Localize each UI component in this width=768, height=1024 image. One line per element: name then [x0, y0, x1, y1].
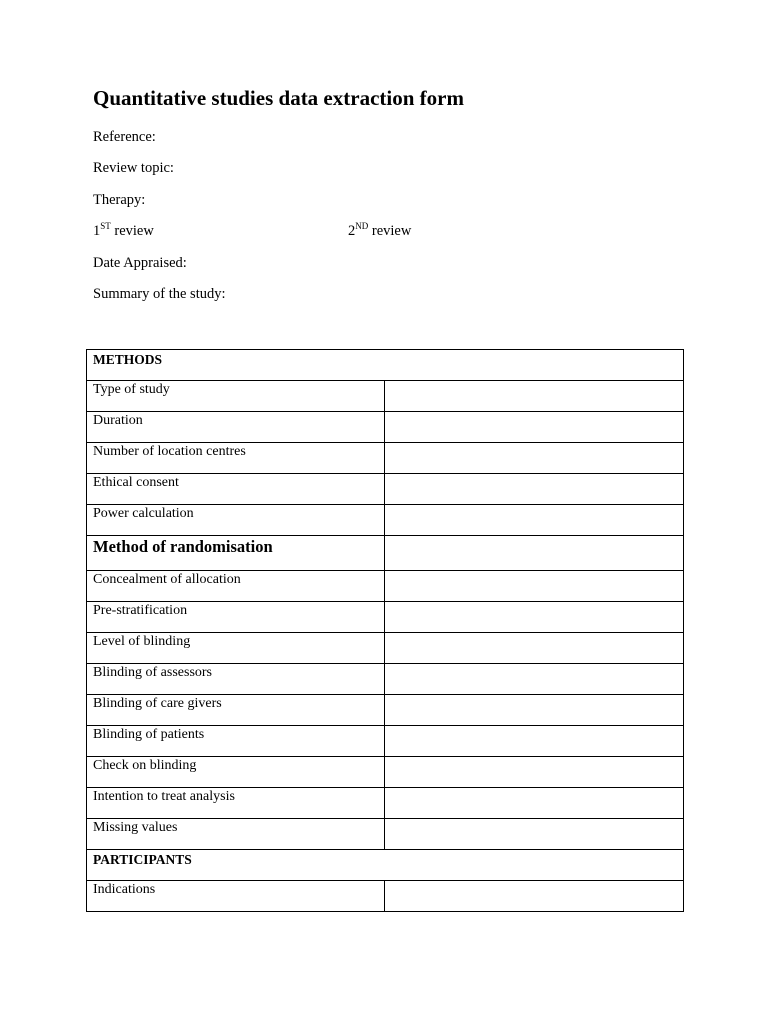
row-label: Type of study: [93, 382, 170, 397]
row-label: Blinding of assessors: [93, 665, 212, 680]
table-row: [87, 602, 684, 633]
entry-cell-check-on-blinding[interactable]: [385, 757, 684, 788]
entry-cell-pre-stratification[interactable]: [385, 602, 684, 633]
row-label: Check on blinding: [93, 758, 197, 773]
row-label: Blinding of care givers: [93, 696, 222, 711]
row-label: Missing values: [93, 820, 178, 835]
table-row: [87, 726, 684, 757]
methods-section-row: [87, 350, 684, 381]
table-row: [87, 381, 684, 412]
entry-cell-duration[interactable]: [385, 412, 684, 443]
table-row: [87, 757, 684, 788]
second-review-text: review: [368, 223, 412, 239]
row-label-cell: [87, 819, 385, 850]
row-label: Power calculation: [93, 506, 194, 521]
row-label-cell: [87, 443, 385, 474]
row-label-cell: [87, 505, 385, 536]
entry-cell-blinding-assessors[interactable]: [385, 664, 684, 695]
row-label: Concealment of allocation: [93, 572, 241, 587]
entry-cell-location-centres[interactable]: [385, 443, 684, 474]
table-row: [87, 695, 684, 726]
table-row: [87, 819, 684, 850]
review-topic-label: Review topic:: [93, 160, 174, 176]
row-label-cell: [87, 571, 385, 602]
entry-cell-randomisation[interactable]: [385, 536, 684, 571]
table-row: [87, 633, 684, 664]
entry-cell-blinding-care-givers[interactable]: [385, 695, 684, 726]
first-review-number: 1: [93, 223, 101, 239]
first-review-ordinal: ST: [100, 221, 111, 231]
page-title: Quantitative studies data extraction form: [93, 86, 464, 110]
row-label: Indications: [93, 882, 156, 897]
row-label-cell: [87, 412, 385, 443]
table-row: [87, 443, 684, 474]
row-label-cell: [87, 881, 385, 912]
row-label: Intention to treat analysis: [93, 789, 235, 804]
table-row: [87, 412, 684, 443]
second-review-label: [348, 223, 411, 240]
row-label: Method of randomisation: [93, 537, 273, 556]
row-label-cell: [87, 695, 385, 726]
row-label: Pre-stratification: [93, 603, 188, 618]
participants-header-cell: [87, 850, 684, 881]
participants-section-row: [87, 850, 684, 881]
row-label-cell: [87, 381, 385, 412]
row-label: Duration: [93, 413, 143, 428]
entry-cell-blinding-patients[interactable]: [385, 726, 684, 757]
row-label-cell: [87, 757, 385, 788]
entry-cell-concealment[interactable]: [385, 571, 684, 602]
second-review-ordinal: ND: [355, 221, 369, 231]
methods-header-cell: [87, 350, 684, 381]
row-label-cell: [87, 726, 385, 757]
first-review-text: review: [110, 223, 154, 239]
table-row: [87, 788, 684, 819]
row-label-cell: [87, 474, 385, 505]
row-label-cell: [87, 536, 385, 571]
row-label: Ethical consent: [93, 475, 179, 490]
second-review-number: 2: [348, 223, 356, 239]
reference-label: Reference:: [93, 129, 156, 145]
table-row: [87, 571, 684, 602]
table-row: [87, 664, 684, 695]
entry-cell-power-calculation[interactable]: [385, 505, 684, 536]
row-label-cell: [87, 602, 385, 633]
row-label: Level of blinding: [93, 634, 191, 649]
row-label-cell: [87, 664, 385, 695]
row-label: Number of location centres: [93, 444, 246, 459]
date-appraised-label: Date Appraised:: [93, 255, 187, 271]
row-label-cell: [87, 633, 385, 664]
entry-cell-indications[interactable]: [385, 881, 684, 912]
entry-cell-ethical-consent[interactable]: [385, 474, 684, 505]
entry-cell-type-of-study[interactable]: [385, 381, 684, 412]
methods-header: METHODS: [93, 352, 163, 367]
entry-cell-missing-values[interactable]: [385, 819, 684, 850]
entry-cell-intention-to-treat[interactable]: [385, 788, 684, 819]
therapy-label: Therapy:: [93, 192, 146, 208]
table-row: [87, 474, 684, 505]
row-label-cell: [87, 788, 385, 819]
first-review-label: [93, 223, 154, 240]
extraction-table: [86, 349, 684, 912]
summary-label: Summary of the study:: [93, 286, 226, 302]
row-label: Blinding of patients: [93, 727, 205, 742]
table-row: [87, 881, 684, 912]
participants-header: PARTICIPANTS: [93, 852, 192, 867]
entry-cell-level-of-blinding[interactable]: [385, 633, 684, 664]
table-row: [87, 505, 684, 536]
table-row: [87, 536, 684, 571]
